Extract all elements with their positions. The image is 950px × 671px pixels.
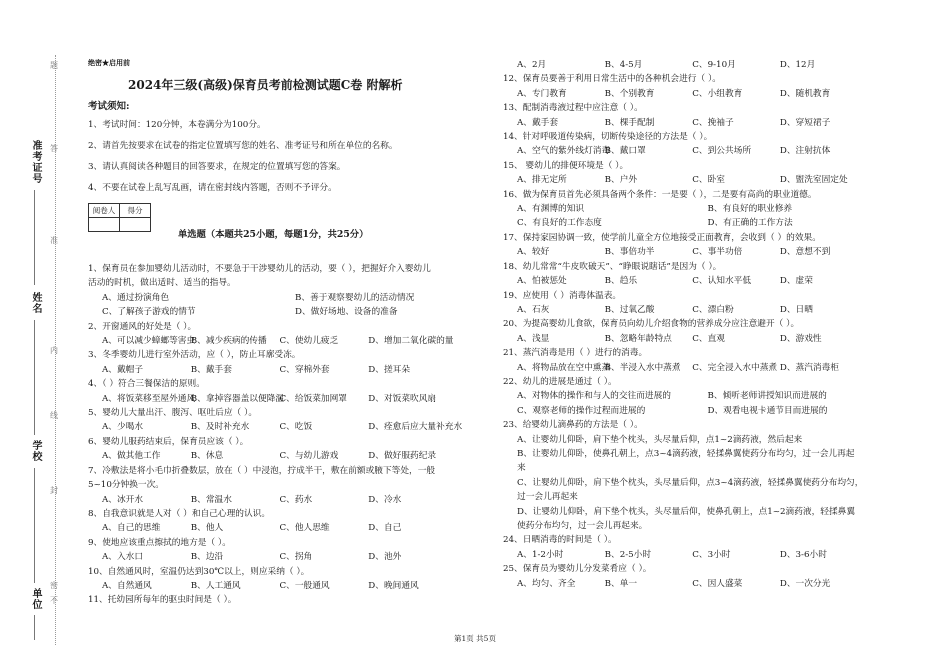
option-row (503, 245, 898, 259)
answer-option[interactable]: A、入水口 (102, 552, 144, 563)
question (503, 289, 898, 318)
question (88, 406, 488, 435)
question-stem: 15、 婴幼儿的排便环境是（ ）。 (503, 160, 629, 171)
answer-option[interactable]: A、自然通风 (102, 580, 152, 591)
answer-option[interactable]: D、搓耳朵 (368, 364, 411, 375)
answer-option[interactable]: C、小组教育 (692, 88, 743, 99)
answer-option[interactable]: D、随机教育 (779, 88, 831, 99)
answer-option[interactable]: D、让婴幼儿仰卧，肩下垫个枕头，头尽量后仰，使鼻孔朝上，点1~2滴药液，轻揉鼻翼 (517, 506, 856, 517)
question (503, 72, 898, 101)
answer-option[interactable]: A、有渊博的知识 (517, 204, 585, 215)
answer-option[interactable]: A、1-2小时 (517, 549, 564, 560)
option-row (88, 579, 488, 593)
answer-option[interactable]: B、过氧乙酸 (604, 304, 655, 315)
answer-option[interactable]: D、12月 (779, 60, 816, 70)
question (503, 101, 898, 130)
answer-option[interactable]: D、做好场地、设备的准备 (295, 307, 398, 318)
option-row (88, 392, 488, 406)
answer-option[interactable]: D、注射抗体 (779, 146, 831, 157)
option-row (88, 493, 488, 507)
answer-option[interactable]: D、一次分光 (779, 578, 831, 589)
score-table-header: 得分 (120, 204, 151, 218)
answer-option[interactable]: A、怕被惩处 (517, 276, 567, 287)
question-stem: 13、配制消毒液过程中应注意（ ）。 (503, 103, 643, 114)
answer-option[interactable]: B、2-5小时 (604, 549, 652, 560)
option-row (88, 305, 488, 319)
option-row (503, 332, 898, 346)
answer-option[interactable]: C、药水 (279, 494, 313, 505)
answer-option[interactable]: C、直观 (692, 333, 725, 344)
option-row (503, 303, 898, 317)
question-stem: 24、日晒消毒的时间是（ ）。 (503, 535, 617, 546)
answer-option[interactable]: 过一会儿再起来 (517, 492, 578, 503)
section-title: 单选题（本题共25小题，每题1分，共25分） (178, 229, 369, 240)
option-row (503, 577, 898, 591)
option-row (503, 461, 898, 475)
answer-option[interactable]: A、空气的紫外线灯消毒 (517, 146, 611, 157)
question (88, 536, 488, 565)
option-row (503, 274, 898, 288)
answer-option[interactable]: B、及时补充水 (190, 422, 250, 433)
label-xingming: 姓名 (30, 292, 41, 314)
answer-option[interactable]: C、事半功倍 (692, 247, 743, 258)
answer-option[interactable]: C、与幼儿游戏 (279, 451, 339, 462)
answer-option[interactable]: D、晚间通风 (368, 580, 419, 591)
question (503, 231, 898, 260)
question-stem: 4、（ ）符合三餐保洁的原则。 (88, 379, 205, 390)
answer-option[interactable]: D、3-6小时 (779, 549, 827, 560)
question (88, 262, 488, 320)
option-row (503, 202, 898, 216)
exam-title: 2024年三级(高级)保育员考前检测试题C卷 附解析 (128, 78, 403, 92)
answer-option[interactable]: C、漂白粉 (692, 304, 734, 315)
question-list-left (88, 262, 488, 608)
answer-option[interactable]: D、虚荣 (779, 276, 813, 287)
page-footer: 第1页 共5页 (454, 634, 496, 643)
answer-option[interactable]: D、增加二氧化碳的量 (368, 336, 454, 347)
answer-option[interactable]: B、拿掉容器盖以便降温 (190, 393, 285, 404)
answer-option[interactable]: B、人工通风 (190, 580, 241, 591)
question (88, 464, 488, 507)
answer-option[interactable]: D、有正确的工作方法 (707, 218, 793, 229)
answer-option[interactable]: D、冷水 (368, 494, 402, 505)
answer-option[interactable]: B、他人 (190, 523, 224, 534)
score-table-cell[interactable] (89, 218, 120, 232)
answer-option[interactable]: B、个别教育 (604, 88, 655, 99)
answer-option[interactable]: B、倾听老师讲授知识而进展的 (707, 391, 827, 402)
question-stem: 22、幼儿的进展是通过（ ）。 (503, 376, 617, 387)
answer-option[interactable]: B、忽略年龄特点 (604, 333, 672, 344)
answer-option[interactable]: C、卧室 (692, 175, 725, 186)
label-zhunkaozheng: 准考证号 (30, 140, 41, 184)
answer-option[interactable]: D、穿短裙子 (779, 117, 831, 128)
answer-option[interactable]: A、冰开水 (102, 494, 144, 505)
question-stem: 21、蒸汽消毒是用（ ）进行的消毒。 (503, 348, 648, 359)
label-xuexiao: 学校 (30, 440, 41, 462)
option-row (88, 291, 488, 305)
question-stem: 8、自我意识就是人对（ ）和自己心理的认识。 (88, 508, 271, 519)
answer-option[interactable]: A、通过扮演角色 (102, 292, 170, 303)
answer-option[interactable]: A、让婴幼儿仰卧，肩下垫个枕头，头尽量后仰，点1~2滴药液，然后起来 (517, 434, 803, 445)
question (88, 593, 488, 607)
answer-option[interactable]: B、棵手配制 (604, 117, 655, 128)
answer-option[interactable]: A、可以减少蟑螂等害虫 (102, 336, 196, 347)
answer-option[interactable]: B、单一 (604, 578, 638, 589)
answer-option[interactable]: A、自己的思维 (102, 523, 161, 534)
answer-option[interactable]: D、蒸汽消毒柜 (779, 362, 839, 373)
option-row (503, 505, 898, 519)
cut-mark: 封 (50, 486, 58, 495)
option-row (503, 361, 898, 375)
answer-option[interactable]: C、他人思维 (279, 523, 330, 534)
secret-label: 绝密★启用前 (88, 58, 130, 67)
option-row (88, 449, 488, 463)
question-list-right (503, 58, 898, 591)
answer-option[interactable]: D、自己 (368, 523, 402, 534)
answer-option[interactable]: A、排无定所 (517, 175, 567, 186)
answer-option[interactable]: B、半浸入水中蒸煮 (604, 362, 681, 373)
option-row (503, 447, 898, 461)
answer-option[interactable]: B、户外 (604, 175, 638, 186)
left-column (88, 58, 488, 608)
answer-option[interactable]: B、减少疾病的传播 (190, 336, 267, 347)
question (503, 375, 898, 418)
question-stem: 7、冷敷法是将小毛巾折叠数层，放在（ ）中浸泡，拧成半干，敷在前额或腋下等处，一般 (88, 465, 436, 476)
answer-option[interactable]: B、边沿 (190, 552, 224, 563)
notice-item: 1、考试时间：120分钟，本卷满分为100分。 (88, 120, 266, 130)
option-row (88, 521, 488, 535)
answer-option[interactable]: C、使幼儿疲乏 (279, 336, 339, 347)
option-row (503, 116, 898, 130)
answer-option[interactable]: B、4-5月 (604, 60, 643, 70)
answer-option[interactable]: A、均匀、齐全 (517, 578, 576, 589)
question (88, 565, 488, 594)
answer-option[interactable]: C、穿棉外套 (279, 364, 330, 375)
answer-option[interactable]: D、痊愈后应大量补充水 (368, 422, 463, 433)
question (503, 418, 898, 533)
answer-option[interactable]: C、挽袖子 (692, 117, 734, 128)
fill-line-zhunkaozheng (34, 190, 35, 285)
spacer (88, 240, 488, 262)
option-row (503, 490, 898, 504)
answer-option[interactable]: C、完全浸入水中蒸煮 (692, 362, 778, 373)
question-stem: 10、自然通风时，室温仍达到30℃以上，则应采纳（ ）。 (88, 566, 310, 577)
question-stem: 14、针对呼吸道传染病，切断传染途径的方法是（ ）。 (503, 132, 713, 143)
option-row (503, 519, 898, 533)
answer-option[interactable]: D、池外 (368, 552, 402, 563)
answer-option[interactable]: A、对物体的操作和与人的交往而进展的 (517, 391, 671, 402)
answer-option[interactable]: B、让婴幼儿仰卧，使鼻孔朝上，点3~4滴药液，轻揉鼻翼使药分布均匀，过一会儿再起 (517, 448, 855, 459)
question (503, 317, 898, 346)
question-stem: 20、为提高婴幼儿食欲，保育员向幼儿介绍食物的营养成分应注意避开（ ）。 (503, 319, 800, 330)
question (503, 159, 898, 188)
question (88, 348, 488, 377)
question-stem: 5~10分钟换一次。 (88, 480, 164, 491)
binding-margin (0, 0, 75, 671)
answer-option[interactable]: C、观察老师的操作过程而进展的 (517, 405, 646, 416)
option-row (503, 144, 898, 158)
option-row (88, 334, 488, 348)
answer-option[interactable]: B、善于观察婴幼儿的活动情况 (295, 292, 415, 303)
question (503, 58, 898, 72)
cut-mark: 内 (50, 346, 58, 355)
question-stem: 1、保育员在参加婴幼儿活动时，不要急于干涉婴幼儿的活动，要（ ），把握好介入婴幼儿 (88, 264, 431, 274)
answer-option[interactable]: A、将饭菜移至屋外通风 (102, 393, 196, 404)
question (503, 130, 898, 159)
answer-option[interactable]: C、认知水平低 (692, 276, 752, 287)
option-row (503, 389, 898, 403)
question-stem: 3、冬季婴幼儿进行室外活动，应（ ），防止耳廓受冻。 (88, 350, 301, 361)
answer-option[interactable]: A、戴帽子 (102, 364, 144, 375)
question (503, 188, 898, 231)
answer-option[interactable]: A、浅显 (517, 333, 550, 344)
question-stem: 2、开窗通风的好处是（ ）。 (88, 321, 197, 332)
question (503, 346, 898, 375)
answer-option[interactable]: B、戴口罩 (604, 146, 646, 157)
option-row (503, 548, 898, 562)
answer-option[interactable]: C、9-10月 (692, 60, 736, 70)
question-stem: 18、幼儿常常“牛皮吹破天”、“睁眼说瞎话”是因为（ ）。 (503, 261, 722, 272)
answer-option[interactable]: C、让婴幼儿仰卧，肩下垫个枕头，头尽量后仰，点3~4滴药液，轻揉鼻翼使药分布均匀， (517, 477, 864, 488)
answer-option[interactable]: C、有良好的工作态度 (517, 218, 602, 229)
notice-heading: 考试须知: (88, 101, 130, 112)
answer-option[interactable]: C、给饭菜加网罩 (279, 393, 347, 404)
question-stem: 9、使地应该重点擦拭的地方是（ ）。 (88, 537, 231, 548)
answer-option[interactable]: D、游戏性 (779, 333, 822, 344)
label-danwei: 单位 (30, 588, 41, 610)
notice-item: 3、请认真阅读各种题目的回答要求，在规定的位置填写您的答案。 (88, 162, 346, 172)
answer-option[interactable]: C、了解孩子游戏的情节 (102, 307, 196, 318)
question-stem: 19、应使用（ ）消毒体温表。 (503, 290, 622, 301)
answer-option[interactable]: A、做其他工作 (102, 451, 161, 462)
option-row (503, 476, 898, 490)
question-stem: 6、婴幼儿服药结束后，保育员应该（ ）。 (88, 436, 249, 447)
answer-option[interactable]: D、观看电视卡通节目而进展的 (707, 405, 828, 416)
cut-mark: 题 (50, 61, 58, 70)
answer-option[interactable]: A、石灰 (517, 304, 550, 315)
answer-option[interactable]: C、到公共场所 (692, 146, 752, 157)
answer-option[interactable]: A、较好 (517, 247, 550, 258)
answer-option[interactable]: C、拐角 (279, 552, 313, 563)
question (88, 435, 488, 464)
question-stem: 活动的时机，做出适时、适当的指导。 (88, 278, 236, 289)
fill-line-xingming (34, 320, 35, 435)
option-row (503, 173, 898, 187)
answer-option[interactable]: B、戴手套 (190, 364, 232, 375)
answer-option[interactable]: A、2月 (517, 60, 547, 70)
answer-option[interactable]: A、将物品放在空中熏蒸 (517, 362, 611, 373)
fill-line-xuexiao (34, 468, 35, 583)
answer-option[interactable]: D、做好服药纪录 (368, 451, 437, 462)
answer-option[interactable]: A、专门教育 (517, 88, 567, 99)
question (503, 562, 898, 591)
cut-mark: 线 (50, 411, 58, 420)
answer-option[interactable]: B、趋乐 (604, 276, 638, 287)
answer-option[interactable]: B、事倍功半 (604, 247, 655, 258)
question-stem: 17、保持家园协调一致，使学前儿童全方位地接受正面教育，会收到（ ）的效果。 (503, 232, 821, 243)
option-row (88, 550, 488, 564)
cut-mark: 答 (50, 144, 58, 153)
cut-mark: 不 (50, 596, 58, 605)
option-row (503, 433, 898, 447)
answer-option[interactable]: D、对饭菜吹风扇 (368, 393, 437, 404)
score-table-cell[interactable] (120, 218, 151, 232)
answer-option[interactable]: C、吃饭 (279, 422, 313, 433)
question (88, 377, 488, 406)
option-row (503, 87, 898, 101)
answer-option[interactable]: C、3小时 (692, 549, 731, 560)
answer-option[interactable]: 使药分布均匀，过一会儿再起来。 (517, 521, 648, 531)
score-table (88, 203, 151, 232)
answer-option[interactable]: B、有良好的职业修养 (707, 204, 793, 215)
option-row (503, 58, 898, 72)
question (503, 533, 898, 562)
question (88, 507, 488, 536)
notice-item: 4、不要在试卷上乱写乱画，请在密封线内答题，否则不予评分。 (88, 183, 337, 193)
answer-option[interactable]: C、一般通风 (279, 580, 330, 591)
answer-option[interactable]: A、戴手套 (517, 117, 559, 128)
answer-option[interactable]: B、常温水 (190, 494, 232, 505)
question-stem: 11、托幼园所每年的驱虫时间是（ ）。 (88, 595, 237, 606)
option-row (503, 216, 898, 230)
answer-option[interactable]: 来 (517, 463, 526, 474)
question (503, 260, 898, 289)
answer-option[interactable]: D、日晒 (779, 304, 813, 315)
question-stem: 16、做为保育员首先必须具备两个条件：一是要（ ），二是要有高尚的职业道德。 (503, 189, 817, 200)
right-column (503, 58, 898, 591)
answer-option[interactable]: D、盥洗室固定处 (779, 175, 848, 186)
answer-option[interactable]: C、因人盛菜 (692, 578, 743, 589)
question-stem: 12、保育员要善于利用日常生活中的各种机会进行（ ）。 (503, 74, 721, 85)
cut-mark: 准 (50, 236, 58, 245)
question-stem: 23、给婴幼儿滴鼻药的方法是（ ）。 (503, 420, 643, 431)
question-stem: 25、保育员为婴幼儿分发菜肴应（ ）。 (503, 564, 652, 575)
question-stem: 5、婴幼儿大量出汗、腹泻、呕吐后应（ ）。 (88, 408, 258, 419)
answer-option[interactable]: D、意想不到 (779, 247, 831, 258)
notice-item: 2、请首先按要求在试卷的指定位置填写您的姓名、准考证号和所在单位的名称。 (88, 141, 398, 151)
score-table-header: 阅卷人 (89, 204, 120, 218)
cut-mark: 密 (50, 581, 58, 590)
answer-option[interactable]: B、休息 (190, 451, 224, 462)
option-row (88, 363, 488, 377)
option-row (88, 420, 488, 434)
option-row (503, 404, 898, 418)
answer-option[interactable]: A、少喝水 (102, 422, 144, 433)
question (88, 320, 488, 349)
